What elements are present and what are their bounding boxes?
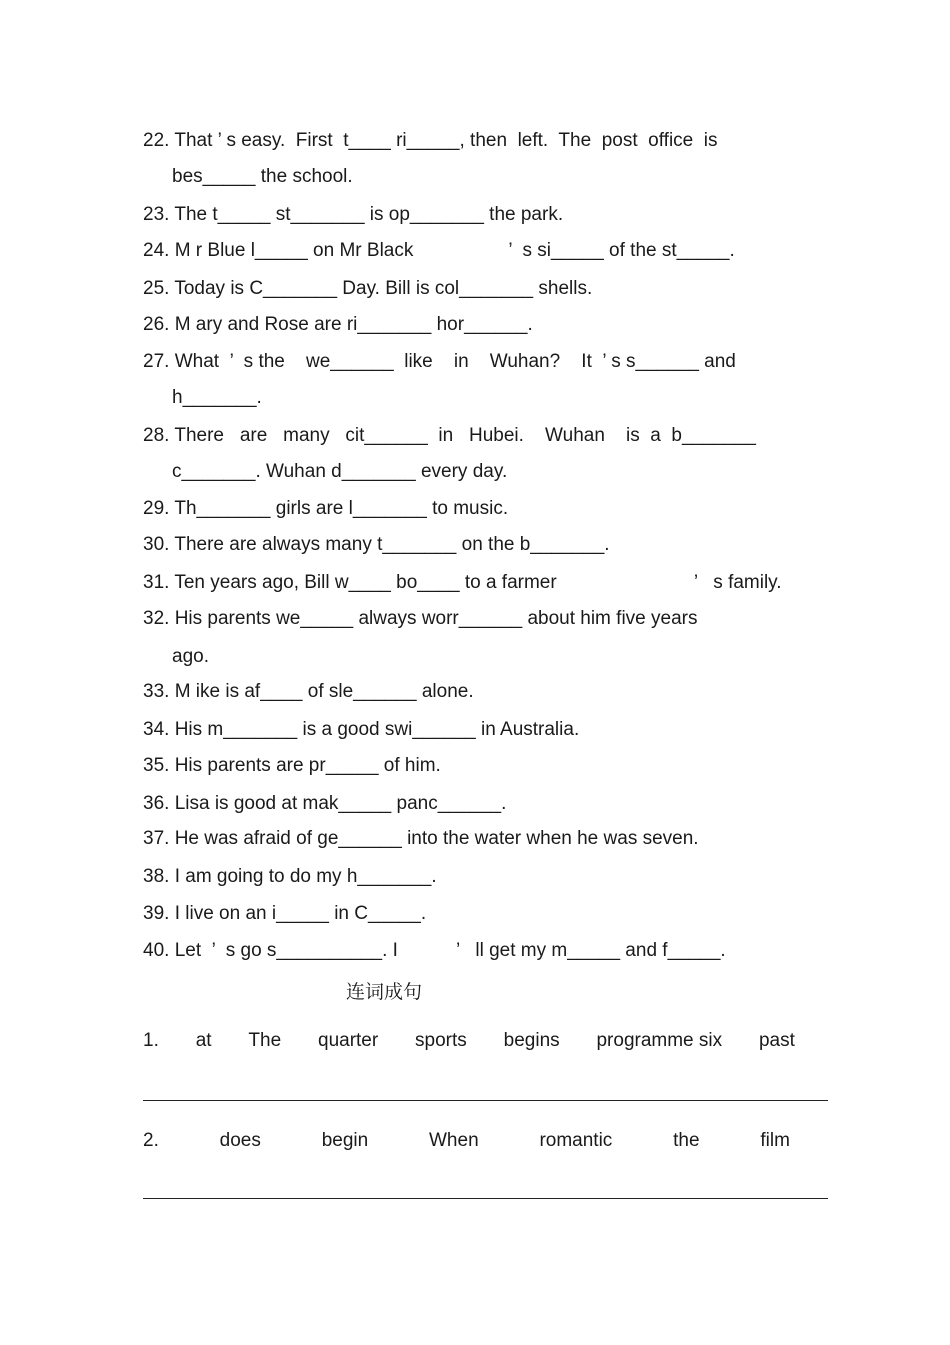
item-22-line1: 22. That ’ s easy. First t____ ri_____, then left. The post office is [143, 130, 718, 151]
item-23: 23. The t_____ st_______ is op_______ the park. [143, 204, 564, 225]
item-24: 24. M r Blue l_____ on Mr Black ’ s si_____ of the st_____. [143, 240, 735, 261]
item-29: 29. Th_______ girls are l_______ to music. [143, 498, 509, 519]
word: sports [415, 1030, 467, 1051]
item-28-line1: 28. There are many cit______ in Hubei. Wuhan is a b_______ [143, 425, 756, 446]
item-31: 31. Ten years ago, Bill w____ bo____ to a farmer ’ s family. [143, 572, 782, 593]
sentence-1-words [143, 1029, 795, 1053]
item-32-line1: 32. His parents we_____ always worr______ about him five years [143, 608, 698, 629]
item-27-line2: h_______. [172, 387, 262, 408]
word: The [248, 1030, 282, 1051]
item-36: 36. Lisa is good at mak_____ panc______. [143, 793, 507, 814]
sentence-number: 2. [143, 1130, 159, 1151]
item-30: 30. There are always many t_______ on the b_______. [143, 534, 610, 555]
item-25: 25. Today is C_______ Day. Bill is col_______ shells. [143, 278, 593, 299]
word: at [195, 1030, 212, 1051]
word: does [219, 1130, 261, 1151]
item-37: 37. He was afraid of ge______ into the water when he was seven. [143, 828, 699, 849]
word: film [760, 1130, 790, 1151]
item-34: 34. His m_______ is a good swi______ in Australia. [143, 719, 580, 740]
section-title: 连词成句 [346, 981, 423, 1003]
word: programme six [596, 1030, 723, 1051]
word: begins [503, 1030, 560, 1051]
word: the [673, 1130, 700, 1151]
item-26: 26. M ary and Rose are ri_______ hor______. [143, 314, 533, 335]
word: When [429, 1130, 479, 1151]
word: begin [321, 1130, 369, 1151]
item-22-line2: bes_____ the school. [172, 166, 353, 187]
word: past [758, 1030, 795, 1051]
answer-line-2[interactable] [143, 1198, 828, 1199]
word: romantic [539, 1130, 613, 1151]
sentence-number: 1. [143, 1030, 159, 1051]
answer-line-1[interactable] [143, 1100, 828, 1101]
sentence-2-words [143, 1129, 790, 1153]
item-28-line2: c_______. Wuhan d_______ every day. [172, 461, 508, 482]
word: quarter [318, 1030, 379, 1051]
item-35: 35. His parents are pr_____ of him. [143, 755, 441, 776]
item-38: 38. I am going to do my h_______. [143, 866, 437, 887]
item-32-line2: ago. [172, 646, 209, 667]
item-40: 40. Let ’ s go s__________. I ’ ll get my m_____ and f_____. [143, 940, 726, 961]
item-33: 33. M ike is af____ of sle______ alone. [143, 681, 474, 702]
item-39: 39. I live on an i_____ in C_____. [143, 903, 427, 924]
item-27-line1: 27. What ’ s the we______ like in Wuhan? It ’ s s______ and [143, 351, 736, 372]
